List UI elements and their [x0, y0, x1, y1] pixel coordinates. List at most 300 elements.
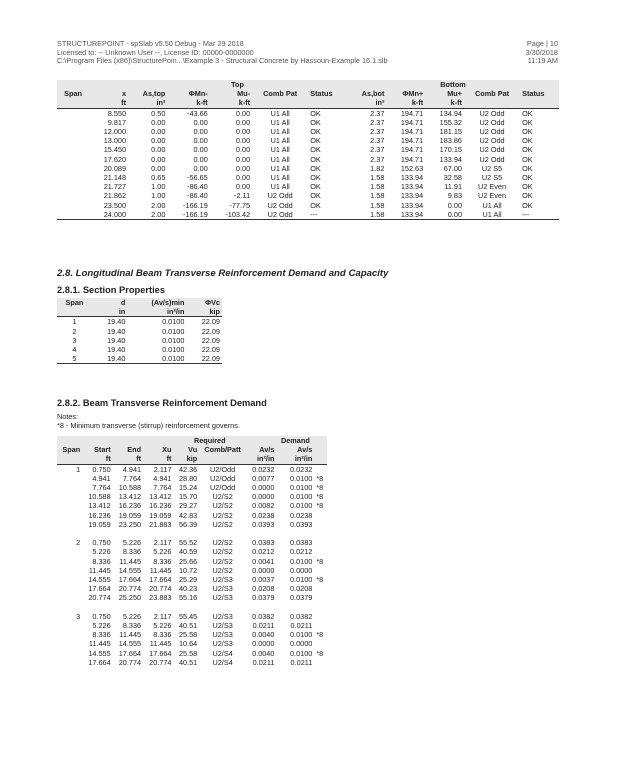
- column-header: As,bot: [361, 89, 385, 99]
- column-header: As,top: [142, 89, 166, 99]
- table-cell: U1 All: [270, 163, 290, 173]
- table-cell: 10.72: [178, 565, 198, 575]
- column-header: d: [120, 298, 126, 307]
- column-header: (Av/s)min: [151, 298, 185, 307]
- table-row: [57, 164, 559, 173]
- demand-units-row: [57, 454, 327, 464]
- table-cell: OK: [522, 117, 533, 127]
- table-cell: U2/S4: [212, 657, 233, 667]
- table-cell: *8: [316, 556, 324, 566]
- table-row: [57, 173, 559, 182]
- table-cell: U2 S5: [481, 163, 503, 173]
- table-row: [57, 612, 327, 621]
- table-cell: 19.059: [88, 519, 111, 529]
- table-row: [57, 327, 222, 336]
- table-cell: U2 Odd: [479, 136, 505, 146]
- table-cell: [57, 603, 82, 612]
- table-row: [57, 575, 327, 584]
- report-date: 3/30/2018: [525, 47, 558, 57]
- table-row: [57, 191, 559, 200]
- table-cell: 40.23: [178, 584, 198, 594]
- table-row: [57, 630, 327, 639]
- table-cell: 1.82: [370, 163, 385, 173]
- table-cell: 0.0000: [252, 639, 275, 649]
- table-cell: [57, 639, 82, 648]
- column-header: k-ft: [425, 98, 464, 108]
- table-cell: 10.64: [178, 639, 198, 649]
- table-cell: 2.37: [370, 145, 385, 155]
- table-cell: [314, 584, 327, 593]
- props-units-row: [57, 307, 222, 317]
- table-cell: OK: [522, 163, 533, 173]
- table-cell: 0.0211: [252, 621, 275, 631]
- table-cell: 0.0100: [290, 575, 313, 585]
- table-cell: 25.29: [178, 575, 198, 585]
- table-row: [57, 108, 559, 118]
- table-cell: OK: [522, 127, 533, 137]
- table-cell: 11.445: [119, 556, 142, 566]
- table-cell: 55.52: [178, 538, 198, 548]
- page-number: Page | 10: [526, 39, 558, 48]
- table-row: [57, 317, 222, 327]
- table-cell: [57, 649, 82, 658]
- column-header: k-ft: [386, 98, 425, 108]
- table-cell: 17.664: [149, 575, 172, 585]
- table-cell: -166.19: [167, 210, 209, 220]
- table-cell: 0.0232: [252, 464, 275, 474]
- column-header: Comb Pat: [475, 89, 510, 99]
- table-cell: -166.19: [183, 200, 208, 210]
- demand-group-row: [57, 436, 327, 445]
- table-cell: 1: [72, 317, 77, 327]
- table-cell: OK: [522, 182, 533, 192]
- section-heading-2-8-1: 2.8.1. Section Properties: [57, 285, 165, 295]
- table-cell: 133.94: [386, 210, 425, 220]
- table-cell: 7.764: [122, 473, 142, 483]
- table-cell: 16.236: [88, 510, 111, 520]
- table-cell: [314, 547, 327, 556]
- table-cell: 0.0379: [290, 593, 313, 603]
- table-cell: U1 All: [270, 108, 290, 118]
- table-row: [57, 474, 327, 483]
- table-cell: 19.40: [107, 326, 126, 336]
- table-row: [57, 136, 559, 145]
- table-cell: 9.83: [447, 191, 462, 201]
- table-cell: U2/S3: [212, 630, 233, 640]
- table-cell: 40.51: [178, 621, 198, 631]
- table-cell: [314, 529, 327, 538]
- table-cell: 0.0211: [290, 657, 313, 667]
- table-cell: 0.0000: [252, 483, 275, 493]
- notes-label: Notes:: [57, 412, 79, 421]
- table-cell: 0.750: [92, 611, 111, 621]
- table-cell: 0.00: [193, 127, 208, 137]
- table-row: [57, 520, 327, 529]
- table-cell: 0.0100: [162, 317, 185, 327]
- column-header: Span: [65, 298, 84, 307]
- table-cell: [57, 621, 82, 630]
- table-cell: [57, 529, 82, 538]
- column-header: Xu: [162, 445, 172, 455]
- column-header: End: [127, 445, 142, 455]
- table-cell: 55.45: [178, 611, 198, 621]
- table-cell: [57, 182, 89, 191]
- table-cell: 133.94: [400, 182, 424, 192]
- table-cell: 17.664: [149, 648, 172, 658]
- table-cell: [57, 136, 89, 145]
- table-cell: 8.336: [153, 556, 172, 566]
- table-cell: U2/S3: [212, 584, 233, 594]
- file-path-line: C:\Program Files (x86)\StructurePoin...\Example 3 - Structural Concrete by Hassoun-Example 16.1.slb: [57, 56, 388, 66]
- table-cell: 7.764: [92, 483, 111, 493]
- table-cell: 0.0382: [290, 611, 313, 621]
- column-header: Start: [94, 445, 111, 455]
- table-cell: [314, 603, 327, 612]
- table-cell: 25.58: [178, 648, 198, 658]
- table-cell: -86.40: [187, 182, 208, 192]
- table-cell: 22.09: [201, 345, 220, 355]
- table-cell: 22.09: [186, 354, 222, 364]
- table-cell: 0.0100: [290, 630, 313, 640]
- table-cell: 20.089: [103, 163, 127, 173]
- table-row: [57, 464, 327, 474]
- column-header: [308, 98, 347, 108]
- column-header: ft: [113, 454, 143, 464]
- table-cell: 11.445: [88, 565, 111, 575]
- table-cell: [57, 492, 82, 501]
- table-row: [57, 182, 559, 191]
- table-cell: U1 All: [270, 127, 290, 137]
- table-row: [57, 492, 327, 501]
- table-cell: 0.750: [92, 464, 111, 474]
- table-cell: 17.664: [118, 648, 142, 658]
- table-cell: 5.226: [92, 621, 111, 631]
- table-cell: 194.71: [400, 145, 424, 155]
- table-cell: 8.336: [92, 630, 111, 640]
- table-cell: 2.37: [370, 127, 385, 137]
- table-cell: U2/S3: [212, 639, 233, 649]
- table-cell: OK: [310, 127, 321, 137]
- table-cell: 23.250: [118, 519, 142, 529]
- table-cell: [82, 603, 112, 612]
- table-cell: 13.412: [118, 492, 142, 502]
- table-cell: 15.24: [178, 483, 198, 493]
- table-cell: 8.550: [107, 108, 127, 118]
- table-row: [57, 501, 327, 510]
- table-cell: U2/S2: [212, 565, 233, 575]
- table-cell: 152.63: [400, 163, 424, 173]
- table-cell: U1 All: [270, 182, 290, 192]
- table-cell: 133.94: [400, 173, 424, 183]
- table-cell: OK: [310, 182, 321, 192]
- table-row: [57, 345, 222, 354]
- table-cell: 0.0100: [290, 483, 313, 493]
- table-cell: 0.0379: [252, 593, 275, 603]
- column-header: Av/s: [297, 445, 313, 455]
- flexure-header-row: [57, 89, 559, 98]
- column-header: Av/s: [259, 445, 275, 455]
- section-properties-table: [57, 298, 222, 364]
- table-cell: -43.66: [187, 108, 208, 118]
- table-cell: 32.58: [443, 173, 462, 183]
- table-cell: 0.0211: [252, 657, 275, 667]
- license-line: Licensed to: -- Unknown User --, License ID: 00000-0000000: [57, 47, 254, 57]
- table-cell: [314, 520, 327, 529]
- table-cell: OK: [310, 163, 321, 173]
- table-cell: 0.00: [151, 117, 166, 127]
- column-header: Mu-: [237, 89, 251, 99]
- column-header: [314, 445, 327, 454]
- column-header: Comb Pat: [263, 89, 298, 99]
- table-cell: 29.27: [178, 501, 198, 511]
- table-cell: 0.00: [235, 117, 251, 127]
- table-cell: 133.94: [439, 154, 462, 164]
- column-header: in²/in: [246, 454, 276, 464]
- table-cell: 194.71: [400, 108, 424, 118]
- flexure-units-row: [57, 98, 559, 108]
- table-cell: 0.0238: [290, 510, 313, 520]
- table-cell: [143, 603, 173, 612]
- table-cell: U2 Odd: [479, 127, 505, 137]
- table-cell: OK: [310, 154, 321, 164]
- table-cell: 1.58: [370, 200, 385, 210]
- table-cell: 0.00: [193, 117, 208, 127]
- table-cell: 2.37: [370, 136, 385, 146]
- table-cell: [57, 547, 82, 556]
- table-cell: [57, 164, 89, 173]
- table-cell: 0.0000: [252, 492, 275, 502]
- column-header: Comb/Patt: [204, 445, 241, 455]
- group-demand: Demand: [280, 436, 310, 445]
- table-cell: U2/S2: [212, 556, 233, 566]
- table-cell: U1 All: [270, 136, 290, 146]
- table-cell: 0.00: [235, 182, 251, 192]
- table-cell: 19.40: [92, 354, 128, 364]
- table-cell: 0.0100: [127, 354, 186, 364]
- table-cell: [57, 118, 89, 127]
- column-header: [57, 98, 89, 108]
- table-cell: [57, 593, 82, 602]
- table-cell: 20.774: [88, 593, 111, 603]
- table-cell: 22.09: [201, 335, 220, 345]
- table-cell: 42.83: [178, 510, 198, 520]
- column-header: ΦMn-: [188, 89, 208, 99]
- table-row: [57, 155, 559, 164]
- table-row: [57, 593, 327, 602]
- table-cell: 8.336: [153, 630, 172, 640]
- table-cell: U2 Odd: [479, 108, 505, 118]
- table-cell: 0.0040: [252, 648, 275, 658]
- table-cell: 0.00: [425, 210, 464, 220]
- table-cell: 0.0100: [162, 345, 185, 355]
- table-cell: -2.11: [234, 191, 251, 201]
- column-header: ΦMn+: [402, 89, 424, 99]
- table-cell: 20.774: [149, 657, 172, 667]
- table-cell: 0.0037: [252, 575, 275, 585]
- table-cell: 14.555: [118, 565, 142, 575]
- table-cell: U2 Even: [478, 191, 507, 201]
- table-cell: U2/Odd: [210, 464, 236, 474]
- table-cell: 0.00: [151, 154, 166, 164]
- table-cell: 19.40: [107, 335, 126, 345]
- section-heading-2-8-2: 2.8.2. Beam Transverse Reinforcement Demand: [57, 398, 267, 408]
- table-row: [57, 529, 327, 538]
- column-header: in²: [128, 98, 167, 108]
- table-cell: [57, 201, 89, 210]
- column-header: Status: [522, 89, 545, 99]
- table-cell: [276, 603, 314, 612]
- table-cell: 14.555: [88, 575, 111, 585]
- table-cell: 17.620: [103, 154, 127, 164]
- table-cell: 19.059: [149, 510, 172, 520]
- table-cell: 0.0100: [290, 648, 313, 658]
- column-header: [464, 98, 520, 108]
- table-cell: U2/S3: [212, 611, 233, 621]
- table-cell: 21.883: [149, 519, 172, 529]
- table-cell: 0.50: [151, 108, 166, 118]
- table-cell: 13.412: [149, 492, 172, 502]
- table-cell: OK: [522, 145, 533, 155]
- table-cell: 1.58: [370, 182, 385, 192]
- table-cell: OK: [522, 136, 533, 146]
- column-header: Vu: [188, 445, 198, 455]
- table-cell: 9.817: [107, 117, 127, 127]
- table-cell: [57, 584, 82, 593]
- table-cell: 55.16: [178, 593, 198, 603]
- table-cell: 14.555: [118, 639, 142, 649]
- table-cell: 21.148: [103, 173, 127, 183]
- table-cell: 13.412: [88, 501, 111, 511]
- table-cell: U1 All: [464, 210, 520, 220]
- table-cell: 1.00: [151, 182, 166, 192]
- table-cell: 0.0208: [252, 584, 275, 594]
- flexure-group-row: [57, 80, 559, 89]
- column-header: kip: [186, 307, 222, 317]
- table-row: [57, 145, 559, 154]
- table-row: [57, 511, 327, 520]
- table-cell: [314, 511, 327, 520]
- table-cell: [57, 173, 89, 182]
- table-cell: 0.00: [235, 145, 251, 155]
- column-header: in²: [347, 98, 386, 108]
- table-cell: 0.00: [235, 127, 251, 137]
- table-cell: 194.71: [400, 117, 424, 127]
- column-header: ΦVc: [205, 298, 220, 307]
- table-cell: 25.66: [178, 556, 198, 566]
- table-cell: 2.117: [153, 611, 172, 621]
- table-cell: -103.42: [210, 210, 252, 220]
- table-cell: [199, 603, 246, 612]
- table-row: [57, 566, 327, 575]
- table-cell: [113, 603, 143, 612]
- table-cell: 134.94: [439, 108, 462, 118]
- column-header: Span: [64, 89, 83, 99]
- table-cell: 56.39: [178, 519, 198, 529]
- table-cell: [314, 621, 327, 630]
- table-cell: U2/S3: [212, 575, 233, 585]
- table-cell: OK: [310, 145, 321, 155]
- table-cell: [57, 501, 82, 510]
- table-cell: 0.00: [193, 136, 208, 146]
- table-cell: 0.00: [235, 173, 251, 183]
- table-cell: 0.0077: [252, 473, 275, 483]
- table-cell: 10.588: [88, 492, 111, 502]
- table-cell: 0.00: [235, 136, 251, 146]
- table-cell: OK: [522, 191, 533, 201]
- column-header: ft: [89, 98, 128, 108]
- table-cell: 1.58: [347, 210, 386, 220]
- table-cell: [57, 145, 89, 154]
- table-cell: OK: [310, 200, 321, 210]
- table-cell: 19.059: [118, 510, 142, 520]
- table-cell: 0.750: [92, 538, 111, 548]
- table-cell: 0.00: [151, 163, 166, 173]
- table-cell: 5.226: [153, 621, 172, 631]
- report-header-left: [57, 40, 388, 66]
- table-cell: 0.65: [151, 173, 166, 183]
- table-row: [57, 557, 327, 566]
- table-cell: 181.15: [439, 127, 462, 137]
- table-cell: 4.941: [92, 473, 111, 483]
- table-cell: [276, 529, 314, 538]
- table-cell: 23.500: [103, 200, 127, 210]
- table-cell: 2: [76, 538, 81, 548]
- column-header: in²/in: [276, 454, 314, 464]
- table-cell: 11.445: [119, 630, 142, 640]
- table-cell: 0.0100: [290, 492, 313, 502]
- table-cell: 1.58: [370, 173, 385, 183]
- table-cell: U2 Even: [478, 182, 507, 192]
- column-header: k-ft: [167, 98, 209, 108]
- table-cell: 5.226: [122, 538, 142, 548]
- table-row: [57, 538, 327, 547]
- table-cell: U2/Odd: [210, 473, 236, 483]
- table-cell: 20.774: [118, 584, 142, 594]
- notes: [57, 413, 240, 430]
- table-cell: U2/S2: [212, 492, 233, 502]
- table-cell: 0.0100: [162, 335, 185, 345]
- table-row: [57, 210, 559, 220]
- table-cell: 28.80: [178, 473, 198, 483]
- table-cell: 10.588: [118, 483, 142, 493]
- column-header: [314, 454, 327, 464]
- table-cell: U2/S4: [212, 648, 233, 658]
- table-cell: -86.40: [187, 191, 208, 201]
- table-cell: 42.36: [178, 464, 198, 474]
- table-cell: 0.0212: [252, 547, 275, 557]
- column-header: ft: [82, 454, 112, 464]
- table-cell: ---: [308, 210, 347, 220]
- table-cell: ---: [520, 210, 559, 220]
- table-cell: *8: [316, 483, 324, 493]
- table-cell: U2/S2: [212, 519, 233, 529]
- table-cell: 24.000: [89, 210, 128, 220]
- table-cell: [314, 639, 327, 648]
- table-cell: [174, 603, 200, 612]
- table-cell: 0.00: [193, 163, 208, 173]
- column-header: [252, 98, 308, 108]
- table-cell: [57, 127, 89, 136]
- table-cell: 2: [72, 326, 77, 336]
- table-row: [57, 639, 327, 648]
- table-cell: 8.336: [122, 547, 142, 557]
- table-cell: 0.00: [235, 154, 251, 164]
- table-cell: 17.664: [88, 584, 111, 594]
- table-cell: 0.0000: [252, 565, 275, 575]
- software-line: STRUCTUREPOINT - spSlab v5.50 Debug - Mar 29 2018: [57, 39, 244, 48]
- table-cell: 13.000: [103, 136, 127, 146]
- table-cell: 40.59: [178, 547, 198, 557]
